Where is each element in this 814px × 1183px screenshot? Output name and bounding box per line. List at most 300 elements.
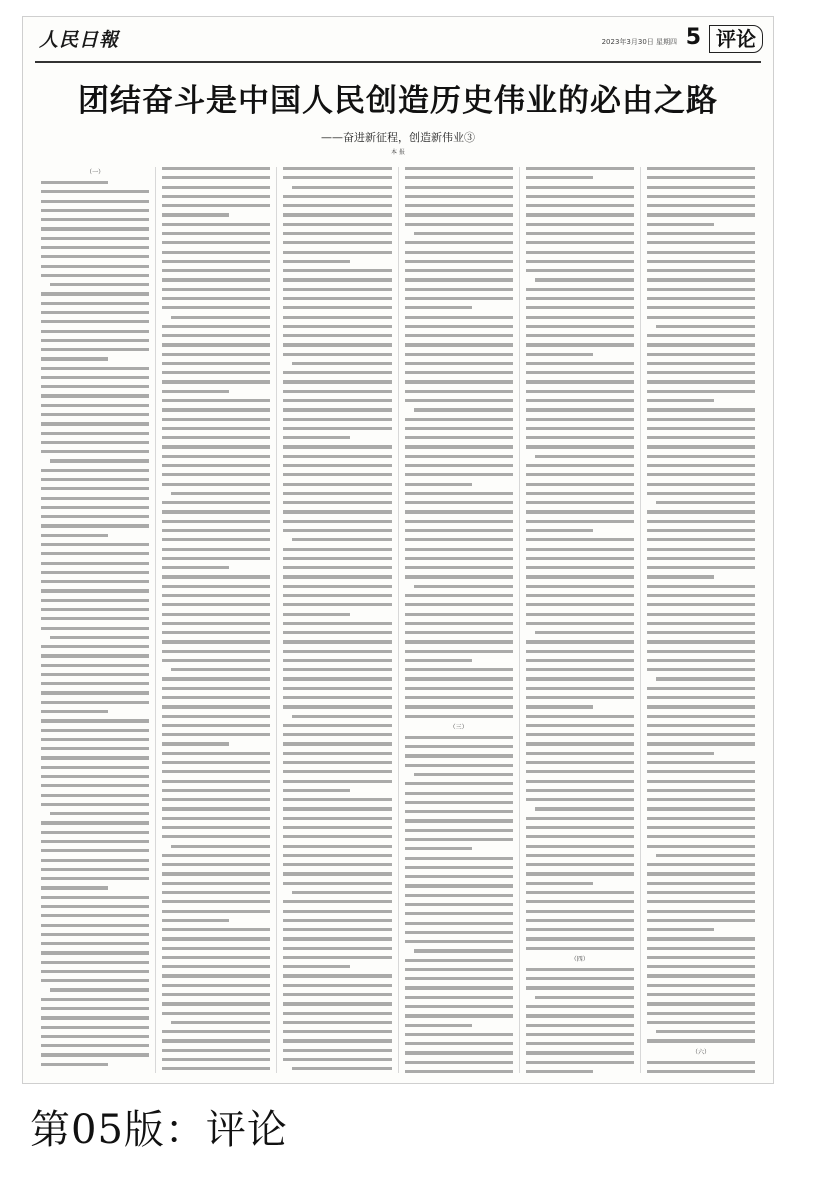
body-text-line (162, 455, 270, 458)
body-text-line (647, 436, 755, 439)
body-text-line (283, 770, 391, 773)
body-text-line (647, 733, 755, 736)
body-text-line (647, 631, 755, 634)
body-text-line (647, 594, 755, 597)
body-text-line (162, 343, 270, 346)
body-text-line (647, 622, 755, 625)
body-text-line (526, 325, 634, 328)
body-text-line (647, 965, 755, 968)
body-text-line (647, 278, 755, 281)
body-text-line (526, 223, 634, 226)
body-text-line (162, 659, 270, 662)
body-text-line (41, 385, 149, 388)
body-text-line (405, 520, 513, 523)
body-text-line (647, 993, 755, 996)
body-text-line (526, 213, 634, 216)
body-text-line (283, 947, 391, 950)
body-text-line (283, 696, 391, 699)
body-text-line (283, 427, 391, 430)
body-text-line (647, 548, 755, 551)
body-text-line (405, 390, 513, 393)
body-text-line (283, 919, 391, 922)
body-text-line (162, 891, 270, 894)
body-text-line (647, 213, 755, 216)
body-text-line (283, 325, 391, 328)
body-text-line (405, 362, 513, 365)
body-text-line (41, 524, 149, 527)
body-text-line (405, 371, 513, 374)
body-text-line (526, 668, 634, 671)
body-text-line (526, 418, 634, 421)
body-text-line (41, 1007, 149, 1010)
body-text-line (405, 764, 513, 767)
body-text-line (283, 176, 391, 179)
body-text-line (405, 445, 513, 448)
body-text-line (162, 789, 270, 792)
body-text-line (647, 603, 755, 606)
body-text-line (405, 316, 513, 319)
body-text-line (283, 872, 391, 875)
body-text-line (526, 408, 634, 411)
body-text-line (283, 520, 391, 523)
body-text-line (647, 872, 755, 875)
body-text-line (50, 459, 149, 462)
body-text-line (414, 585, 513, 588)
body-text-line (41, 766, 149, 769)
body-text-line (283, 343, 391, 346)
body-text-line (283, 390, 391, 393)
body-text-line (405, 464, 513, 467)
body-text-line (647, 807, 755, 810)
body-text-line (283, 408, 391, 411)
body-text-line (647, 399, 714, 402)
body-text-line (162, 984, 270, 987)
body-text-line (647, 900, 755, 903)
body-text-line (41, 914, 149, 917)
body-text-line (41, 534, 108, 537)
body-text-line (162, 167, 270, 170)
body-text-line (647, 789, 755, 792)
body-text-line (647, 845, 755, 848)
body-column-5 (519, 167, 640, 1073)
body-text-line (526, 464, 634, 467)
body-text-line (526, 650, 634, 653)
body-text-line (41, 357, 108, 360)
body-text-line (41, 1016, 149, 1019)
body-text-line (405, 792, 513, 795)
body-text-line (526, 241, 634, 244)
body-text-line (41, 691, 149, 694)
body-text-line (405, 986, 513, 989)
body-text-line (647, 761, 755, 764)
body-text-line (162, 297, 270, 300)
body-text-line (41, 784, 149, 787)
body-text-line (526, 167, 634, 170)
body-text-line (41, 729, 149, 732)
body-text-line (162, 631, 270, 634)
body-text-line (162, 715, 270, 718)
body-text-line (283, 585, 391, 588)
body-text-line (162, 473, 270, 476)
body-text-line (162, 1049, 270, 1052)
body-text-line (162, 687, 270, 690)
body-text-line (283, 965, 350, 968)
body-text-line (526, 548, 634, 551)
body-text-line (162, 186, 270, 189)
body-text-line (526, 919, 634, 922)
body-text-line (526, 1051, 634, 1054)
body-text-line (405, 810, 513, 813)
body-text-line (405, 677, 513, 680)
body-text-line (41, 756, 149, 759)
body-text-line (41, 896, 149, 899)
body-text-line (647, 687, 755, 690)
body-text-line (283, 510, 391, 513)
body-text-line (405, 213, 513, 216)
body-text-line (405, 847, 472, 850)
body-text-line (647, 306, 755, 309)
body-text-line (647, 455, 755, 458)
body-text-line (405, 912, 513, 915)
body-text-line (405, 640, 513, 643)
body-text-line (283, 900, 391, 903)
body-text-line (526, 882, 593, 885)
body-text-line (41, 404, 149, 407)
body-text-line (162, 585, 270, 588)
body-text-line (41, 190, 149, 193)
body-text-line (405, 996, 513, 999)
body-text-line (647, 882, 755, 885)
body-text-line (647, 371, 755, 374)
body-text-line (162, 557, 270, 560)
body-text-line (283, 854, 391, 857)
body-text-line (41, 599, 149, 602)
body-text-line (283, 668, 391, 671)
body-text-line (647, 640, 755, 643)
body-text-line (292, 715, 391, 718)
body-text-line (526, 696, 634, 699)
body-text-line (41, 218, 149, 221)
body-text-line (283, 835, 391, 838)
body-text-line (535, 996, 634, 999)
body-text-line (526, 891, 634, 894)
body-text-line (41, 831, 149, 834)
body-text-line (283, 380, 391, 383)
body-text-line (405, 631, 513, 634)
body-text-line (647, 510, 755, 513)
body-text-line (283, 613, 350, 616)
body-text-line (41, 682, 149, 685)
body-text-line (162, 650, 270, 653)
body-text-line (405, 278, 513, 281)
body-text-line (647, 241, 755, 244)
body-text-line (405, 838, 513, 841)
body-text-line (283, 1049, 391, 1052)
body-text-line (41, 1063, 108, 1066)
body-text-line (162, 418, 270, 421)
body-text-line (526, 910, 634, 913)
body-text-line (162, 483, 270, 486)
body-text-line (41, 441, 149, 444)
body-text-line (41, 794, 149, 797)
body-text-line (283, 566, 391, 569)
body-text-line (647, 835, 755, 838)
body-text-line (41, 821, 149, 824)
body-text-line (526, 251, 634, 254)
body-text-line (647, 770, 755, 773)
newspaper-page (22, 16, 774, 1084)
body-text-line (526, 566, 634, 569)
body-text-line (405, 650, 513, 653)
body-text-line (526, 520, 634, 523)
body-text-line (647, 380, 755, 383)
body-text-line (41, 497, 149, 500)
body-text-line (283, 260, 350, 263)
body-text-line (647, 1061, 755, 1064)
body-text-line (535, 631, 634, 634)
body-text-line (283, 659, 391, 662)
body-text-line (283, 640, 391, 643)
body-text-line (162, 325, 270, 328)
body-text-line (405, 736, 513, 739)
page-number: 5 (685, 25, 701, 50)
body-text-line (283, 223, 391, 226)
body-text-line (162, 919, 229, 922)
body-text-line (162, 278, 270, 281)
body-text-line (283, 807, 391, 810)
body-text-line (162, 696, 270, 699)
body-text-line (162, 993, 270, 996)
body-text-line (647, 251, 755, 254)
body-text-line (647, 1070, 755, 1073)
body-text-line (41, 515, 149, 518)
body-text-line (283, 195, 391, 198)
body-text-line (283, 937, 391, 940)
body-text-line (162, 371, 270, 374)
body-text-line (162, 353, 270, 356)
article-body (35, 167, 761, 1073)
body-text-line (405, 353, 513, 356)
body-text-line (405, 1005, 513, 1008)
body-text-line (41, 311, 149, 314)
body-text-line (162, 807, 270, 810)
page-caption: 第05版：评论 (30, 1107, 288, 1153)
body-text-line (526, 947, 634, 950)
body-text-line (162, 900, 270, 903)
body-text-line (647, 492, 755, 495)
body-text-line (283, 603, 391, 606)
body-text-line (526, 826, 634, 829)
body-text-line (162, 937, 270, 940)
body-text-line (162, 1030, 270, 1033)
body-text-line (283, 278, 391, 281)
body-text-line (41, 840, 149, 843)
body-text-line (647, 715, 755, 718)
body-text-line (405, 959, 513, 962)
body-column-6 (640, 167, 761, 1073)
body-text-line (283, 575, 391, 578)
body-text-line (405, 613, 513, 616)
body-text-line (283, 316, 391, 319)
body-text-line (405, 715, 513, 718)
body-text-line (405, 343, 513, 346)
body-text-line (283, 241, 391, 244)
body-text-line (405, 705, 513, 708)
body-text-line (405, 538, 513, 541)
body-text-line (162, 575, 270, 578)
body-text-line (41, 330, 149, 333)
body-text-line (405, 529, 513, 532)
body-text-line (526, 585, 634, 588)
body-text-line (50, 988, 149, 991)
body-text-line (162, 1012, 270, 1015)
body-text-line (283, 492, 391, 495)
body-text-line (405, 782, 513, 785)
body-text-line (41, 961, 149, 964)
body-text-line (647, 390, 755, 393)
body-text-line (41, 237, 149, 240)
body-text-line (162, 288, 270, 291)
body-text-line (41, 200, 149, 203)
body-text-line (162, 241, 270, 244)
body-text-line (283, 473, 391, 476)
body-text-line (162, 594, 270, 597)
body-text-line (526, 986, 634, 989)
body-text-line (283, 436, 350, 439)
body-text-line (526, 232, 634, 235)
body-text-line (656, 677, 755, 680)
body-text-line (292, 362, 391, 365)
body-text-line (647, 353, 755, 356)
body-text-line (526, 733, 634, 736)
body-text-line (526, 752, 634, 755)
body-column-1 (35, 167, 155, 1073)
body-text-line (647, 529, 755, 532)
body-text-line (283, 817, 391, 820)
body-text-line (162, 965, 270, 968)
body-text-line (41, 320, 149, 323)
body-text-line (283, 1002, 391, 1005)
body-text-line (526, 742, 634, 745)
body-text-line (647, 176, 755, 179)
body-text-line (647, 408, 755, 411)
body-text-line (405, 436, 513, 439)
body-text-line (526, 483, 634, 486)
body-text-line (405, 455, 513, 458)
body-text-line (162, 251, 270, 254)
body-text-line (41, 580, 149, 583)
body-text-line (283, 798, 391, 801)
body-text-line (526, 260, 634, 263)
body-text-line (41, 849, 149, 852)
body-text-line (283, 1012, 391, 1015)
body-text-line (526, 297, 634, 300)
body-text-line (292, 186, 391, 189)
body-text-line (647, 343, 755, 346)
body-text-line (535, 278, 634, 281)
body-text-line (656, 1030, 755, 1033)
body-text-line (162, 306, 270, 309)
body-text-line (647, 483, 755, 486)
body-text-line (526, 968, 634, 971)
body-text-line (647, 288, 755, 291)
body-text-line (647, 613, 755, 616)
body-text-line (41, 998, 149, 1001)
body-text-line (283, 631, 391, 634)
body-text-line (526, 316, 634, 319)
body-text-line (41, 951, 149, 954)
body-text-line (162, 1039, 270, 1042)
body-text-line (647, 538, 755, 541)
body-text-line (647, 557, 755, 560)
body-text-line (41, 181, 108, 184)
body-text-line (283, 399, 391, 402)
body-text-line (283, 501, 391, 504)
body-text-line (41, 924, 149, 927)
article-headline: 团结奋斗是中国人民创造历史伟业的必由之路 (78, 83, 718, 119)
body-text-line (162, 752, 270, 755)
body-text-line (283, 334, 391, 337)
body-text-line (405, 977, 513, 980)
body-text-line (647, 947, 755, 950)
body-text-line (405, 1042, 513, 1045)
body-text-line (162, 835, 270, 838)
body-text-line (647, 1012, 755, 1015)
body-text-line (283, 724, 391, 727)
body-text-line (405, 1024, 472, 1027)
body-text-line (526, 538, 634, 541)
body-text-line (405, 251, 513, 254)
body-text-line (526, 705, 593, 708)
body-text-line (405, 306, 472, 309)
body-text-line (41, 422, 149, 425)
body-text-line (647, 724, 755, 727)
body-text-line (526, 928, 634, 931)
body-text-line (162, 260, 270, 263)
body-text-line (647, 223, 714, 226)
body-text-line (647, 473, 755, 476)
body-text-line (526, 204, 634, 207)
body-text-line (283, 1021, 391, 1024)
body-text-line (283, 557, 391, 560)
body-text-line (283, 306, 391, 309)
body-text-line (405, 167, 513, 170)
body-text-line (41, 877, 149, 880)
body-text-line (41, 933, 149, 936)
body-text-line (41, 701, 149, 704)
body-text-line (647, 826, 755, 829)
body-text-line (162, 677, 270, 680)
body-text-line (647, 269, 755, 272)
body-text-line (405, 931, 513, 934)
body-text-line (405, 510, 513, 513)
body-text-line (41, 608, 149, 611)
body-text-line (647, 334, 755, 337)
body-text-line (405, 884, 513, 887)
body-text-line (283, 863, 391, 866)
body-text-line (162, 204, 270, 207)
body-text-line (647, 659, 755, 662)
body-text-line (283, 845, 391, 848)
body-text-line (283, 251, 391, 254)
body-text-line (283, 826, 391, 829)
body-text-line (41, 673, 149, 676)
body-text-line (162, 380, 270, 383)
body-text-line (405, 801, 513, 804)
body-column-2 (155, 167, 276, 1073)
article-subtitle: ——奋进新征程，创造新伟业③ (321, 131, 475, 144)
body-text-line (526, 724, 634, 727)
